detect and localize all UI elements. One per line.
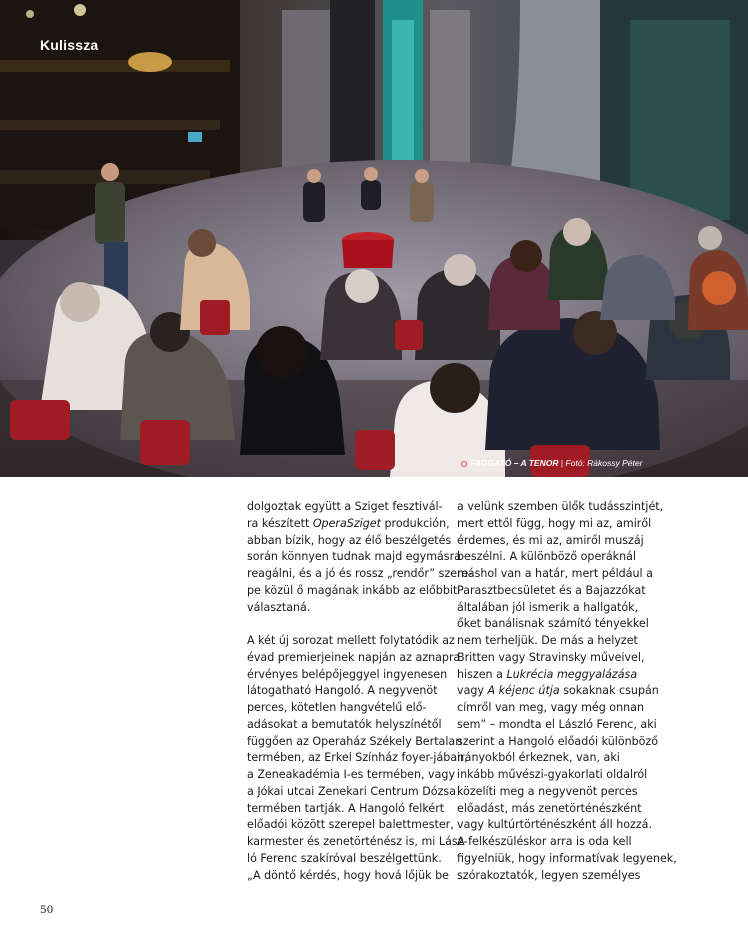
text-line: érdemes, és mi az, amiről muszáj — [457, 533, 644, 547]
text-line: látogatható Hangoló. A negyvenöt — [247, 684, 438, 698]
text-line: A felkészüléskor arra is oda kell — [457, 835, 632, 848]
caption-separator: | — [558, 458, 566, 468]
caption-title: FAGGATÓ – A TENOR — [470, 458, 559, 468]
text-line: figyelniük, hogy informatívak legyenek, — [457, 851, 677, 865]
italic-title: A kéjenc útja — [487, 684, 560, 698]
text-line: „A döntő kérdés, hogy hová lőjük be — [247, 868, 449, 882]
caption-credit: Fotó: Rákossy Péter — [565, 458, 643, 468]
paragraph-gap — [247, 616, 447, 633]
text-line: nem terheljük. De más a helyzet — [457, 634, 638, 647]
text-line: Britten vagy Stravinsky műveivel, — [457, 650, 645, 664]
text-line: vagy A kéjenc útja sokaknak csupán — [457, 684, 659, 698]
text-line: címről van meg, vagy még onnan — [457, 701, 644, 714]
caption-bullet-icon — [461, 461, 467, 467]
text-line: ló Ferenc szakíróval beszélgettünk. — [247, 851, 442, 865]
page-number: 50 — [40, 904, 54, 916]
text-line: előadást, más zenetörténészként — [457, 801, 642, 815]
italic-title: Lukrécia meggyalázása — [506, 667, 638, 681]
text-line: termében, az Erkel Színház foyer-jában, — [247, 751, 468, 765]
text-line: dolgoztak együtt a Sziget fesztivál- — [247, 500, 443, 513]
text-line: őket banálisnak számító tényekkel — [457, 617, 649, 631]
paragraph-1 — [247, 499, 473, 616]
text-line: sem” – mondta el László Ferenc, aki — [457, 717, 657, 731]
text-line: irányokból érkeznek, van, aki — [457, 751, 620, 765]
text-line: általában jól ismerik a hallgatók, — [457, 600, 639, 614]
text-line: a Zeneakadémia I-es termében, vagy — [247, 768, 456, 781]
text-line: perces, kötetlen hangvételű elő- — [247, 701, 427, 714]
text-line: karmester és zenetörténész is, mi Lász- — [247, 835, 468, 848]
paragraph-3 — [457, 499, 677, 884]
text-line: szórakoztatók, legyen személyes — [457, 868, 641, 882]
text-line: máshol van a határ, mert például a — [457, 567, 653, 580]
text-line: Parasztbecsületet és a Bajazzókat — [457, 583, 646, 597]
text-line: a Jókai utcai Zenekari Centrum Dózsa — [247, 784, 456, 798]
italic-title: OperaSziget — [312, 516, 381, 530]
text-line: A két új sorozat mellett folytatódik az — [247, 634, 455, 647]
text-line: termében tartják. A Hangoló felkért — [247, 801, 445, 815]
text-line: előadói között szerepel balettmester, — [247, 818, 454, 832]
text-line: ra készített OperaSziget produkción, — [247, 516, 450, 530]
article-column-2 — [457, 499, 677, 884]
text-line: inkább művészi-gyakorlati oldalról — [457, 768, 648, 781]
text-line: abban bízik, hogy az élő beszélgetés — [247, 533, 452, 547]
text-line: a velünk szemben ülők tudásszintjét, — [457, 500, 664, 513]
text-line: közelíti meg a negyvenöt perces — [457, 784, 638, 798]
text-line: mert ettől függ, hogy mi az, amiről — [457, 516, 652, 530]
text-line: szerint a Hangoló előadói különböző — [457, 734, 659, 748]
text-line: hiszen a Lukrécia meggyalázása — [457, 667, 638, 681]
paragraph-2 — [247, 633, 468, 884]
text-line: reagálni, és a jó és rossz „rendőr” szere- — [247, 567, 473, 580]
text-line: adásokat a bemutatók helyszínétől — [247, 717, 442, 731]
text-line: függően az Operaház Székely Bertalan — [247, 734, 463, 748]
text-line: érvényes belépőjeggyel ingyenesen — [247, 667, 448, 681]
text-line: évad premierjeinek napján az aznapra — [247, 650, 461, 664]
text-line: választaná. — [247, 600, 311, 614]
photo-caption — [461, 458, 642, 468]
text-line: pe közül ő magának inkább az előbbit — [247, 583, 458, 597]
text-line: vagy kultúrtörténészként áll hozzá. — [457, 818, 653, 832]
text-line: beszélni. A különböző operáknál — [457, 550, 636, 564]
text-line: során könnyen tudnak majd egymásra — [247, 550, 461, 564]
article-column-1 — [247, 499, 473, 884]
section-label: Kulissza — [40, 37, 99, 53]
